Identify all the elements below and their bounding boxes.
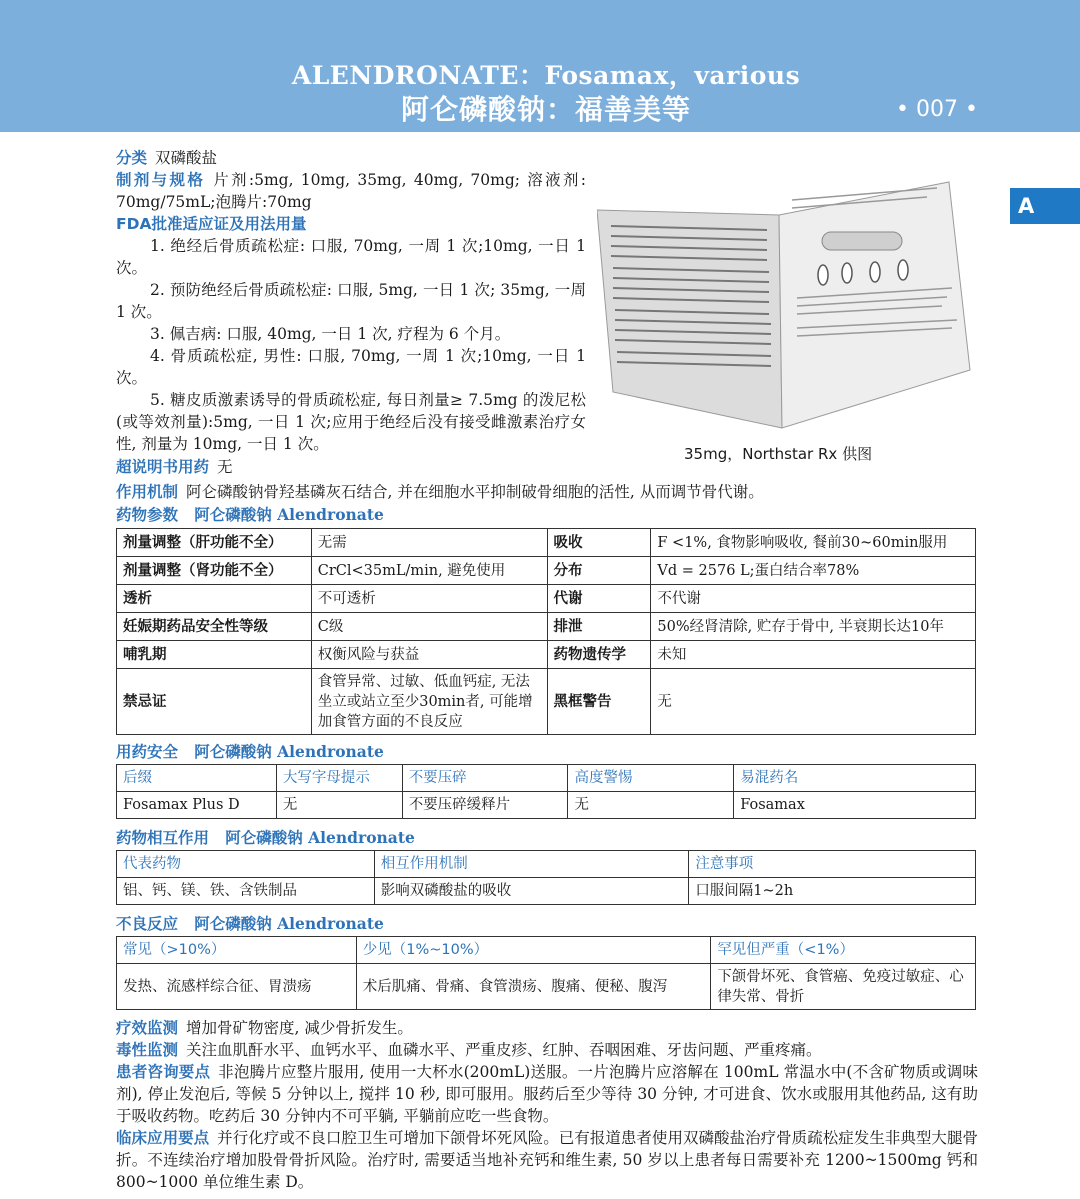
toxicity-label: 毒性监测 (116, 1041, 179, 1059)
table-row (117, 878, 976, 905)
table-cell: 无 (568, 792, 734, 819)
mechanism-line (116, 481, 764, 503)
fda-item: 1. 绝经后骨质疏松症: 口服, 70mg, 一周 1 次;10mg, 一日 1 次。 (116, 237, 586, 277)
page-header (0, 0, 1080, 132)
counseling-value: 非泡腾片应整片服用, 使用一大杯水(200mL)送服。一片泡腾片应溶解在 100mL 常温水中(不含矿物质或调味剂), 停止发泡后, 等候 5 分钟以上, 搅拌 10 秒, 即可服用。服药后至少等待 30 分钟, 才可进食、饮水或服用其他药品, 这有助于吸收药物。吃药后 30 分钟内不可平躺, 平躺前应吃一些食物。 (116, 1063, 978, 1125)
param-value: 未知 (651, 641, 976, 669)
safety-heading (116, 740, 384, 762)
page-number: • 007 • (896, 97, 978, 122)
param-key: 黑框警告 (547, 669, 651, 735)
adverse-table (116, 936, 976, 1010)
fda-label: FDA批准适应证及用法用量 (116, 215, 307, 233)
table-cell: 口服间隔1~2h (689, 878, 976, 905)
param-key: 剂量调整（肾功能不全） (117, 557, 312, 585)
param-key: 妊娠期药品安全性等级 (117, 613, 312, 641)
param-key: 代谢 (547, 585, 651, 613)
table-cell: 无 (276, 792, 402, 819)
formulation (116, 169, 586, 213)
adverse-drug-en: Alendronate (277, 914, 384, 933)
param-value: 无 (651, 669, 976, 735)
param-key: 排泄 (547, 613, 651, 641)
params-title: 药物参数 (116, 506, 179, 524)
column-header: 大写字母提示 (276, 765, 402, 792)
counseling-label: 患者咨询要点 (116, 1063, 211, 1081)
classification (116, 147, 586, 169)
column-header: 罕见但严重（<1%） (711, 937, 976, 964)
table-cell: 下颌骨坏死、食管癌、免疫过敏症、心律失常、骨折 (711, 964, 976, 1010)
safety-title: 用药安全 (116, 743, 179, 761)
fda-item: 5. 糖皮质激素诱导的骨质疏松症, 每日剂量≥ 7.5mg 的泼尼松(或等效剂量):5mg, 一日 1 次;应用于绝经后没有接受雌激素治疗女性, 剂量为 10mg, 一日 1 次。 (116, 391, 586, 453)
param-key: 剂量调整（肝功能不全） (117, 529, 312, 557)
table-row (117, 529, 976, 557)
param-key: 禁忌证 (117, 669, 312, 735)
product-card-image (597, 180, 977, 430)
clinical-value: 并行化疗或不良口腔卫生可增加下颌骨坏死风险。已有报道患者使用双磷酸盐治疗骨质疏松症发生非典型大腿骨折。不连续治疗增加股骨骨折风险。治疗时, 需要适当地补充钙和维生素, 50 岁以上患者每日需要补充 1200~1500mg 钙和 800~1000 单位维生素 D。 (116, 1129, 978, 1191)
adverse-drug-zh: 阿仑磷酸钠 (194, 915, 272, 933)
column-header: 相互作用机制 (374, 851, 689, 878)
params-table (116, 528, 976, 735)
table-row (117, 792, 976, 819)
mechanism-label: 作用机制 (116, 483, 179, 501)
param-value: C级 (311, 613, 547, 641)
table-cell: Fosamax Plus D (117, 792, 277, 819)
fda-item: 3. 佩吉病: 口服, 40mg, 一日 1 次, 疗程为 6 个月。 (150, 325, 511, 343)
table-header-row (117, 765, 976, 792)
table-cell: Fosamax (734, 792, 976, 819)
param-key: 药物遗传学 (547, 641, 651, 669)
param-value: F <1%, 食物影响吸收, 餐前30~60min服用 (651, 529, 976, 557)
table-cell: 影响双磷酸盐的吸收 (374, 878, 689, 905)
interactions-drug-zh: 阿仑磷酸钠 (225, 829, 303, 847)
fda-item: 4. 骨质疏松症, 男性: 口服, 70mg, 一周 1 次;10mg, 一日 1 次。 (116, 347, 586, 387)
column-header: 高度警惕 (568, 765, 734, 792)
table-row (117, 641, 976, 669)
interactions-drug-en: Alendronate (308, 828, 415, 847)
efficacy-label: 疗效监测 (116, 1019, 179, 1037)
monograph-intro (116, 147, 586, 455)
table-cell: 发热、流感样综合征、胃溃疡 (117, 964, 357, 1010)
param-value: 不可透析 (311, 585, 547, 613)
table-cell: 铝、钙、镁、铁、含铁制品 (117, 878, 375, 905)
safety-table (116, 764, 976, 819)
table-row (117, 669, 976, 735)
param-value: 食管异常、过敏、低血钙症, 无法坐立或站立至少30min者, 可能增加食管方面的不良反应 (311, 669, 547, 735)
param-value: 不代谢 (651, 585, 976, 613)
safety-drug-en: Alendronate (277, 742, 384, 761)
interactions-table (116, 850, 976, 905)
classification-label: 分类 (116, 149, 148, 167)
clinical-paragraph (116, 1127, 978, 1193)
table-row (117, 585, 976, 613)
param-value: 50%经肾清除, 贮存于骨中, 半衰期长达10年 (651, 613, 976, 641)
table-row (117, 557, 976, 585)
column-header: 易混药名 (734, 765, 976, 792)
param-key: 哺乳期 (117, 641, 312, 669)
interactions-heading (116, 826, 415, 848)
section-tab[interactable]: A (1010, 188, 1080, 224)
image-caption: 35mg，Northstar Rx 供图 (684, 445, 873, 463)
offlabel-label: 超说明书用药 (116, 458, 210, 476)
interactions-title: 药物相互作用 (116, 829, 210, 847)
toxicity-line (116, 1039, 822, 1061)
column-header: 不要压碎 (402, 765, 568, 792)
classification-value: 双磷酸盐 (155, 149, 218, 167)
table-row (117, 613, 976, 641)
table-header-row (117, 937, 976, 964)
table-row (117, 964, 976, 1010)
safety-drug-zh: 阿仑磷酸钠 (194, 743, 272, 761)
formulation-value: 片剂:5mg, 10mg, 35mg, 40mg, 70mg; 溶液剂: 70mg/75mL;泡腾片:70mg (116, 171, 586, 211)
adverse-heading (116, 912, 384, 934)
title-english: ALENDRONATE：Fosamax，various (291, 61, 801, 90)
param-value: CrCl<35mL/min, 避免使用 (311, 557, 547, 585)
column-header: 代表药物 (117, 851, 375, 878)
offlabel-line (116, 456, 233, 478)
param-value: Vd = 2576 L;蛋白结合率78% (651, 557, 976, 585)
table-header-row (117, 851, 976, 878)
toxicity-value: 关注血肌酐水平、血钙水平、血磷水平、严重皮疹、红肿、吞咽困难、牙齿问题、严重疼痛。 (186, 1041, 822, 1059)
fda-heading (116, 213, 586, 235)
efficacy-value: 增加骨矿物密度, 减少骨折发生。 (186, 1019, 413, 1037)
column-header: 常见（>10%） (117, 937, 357, 964)
params-drug-en: Alendronate (277, 505, 384, 524)
param-key: 吸收 (547, 529, 651, 557)
offlabel-value: 无 (217, 458, 233, 476)
column-header: 后缀 (117, 765, 277, 792)
param-value: 无需 (311, 529, 547, 557)
params-heading (116, 503, 384, 525)
clinical-label: 临床应用要点 (116, 1129, 210, 1147)
column-header: 少见（1%~10%） (356, 937, 711, 964)
table-cell: 术后肌痛、骨痛、食管溃疡、腹痛、便秘、腹泻 (356, 964, 711, 1010)
fda-item: 2. 预防绝经后骨质疏松症: 口服, 5mg, 一日 1 次; 35mg, 一周 1 次。 (116, 281, 586, 321)
adverse-title: 不良反应 (116, 915, 179, 933)
param-value: 权衡风险与获益 (311, 641, 547, 669)
table-cell: 不要压碎缓释片 (402, 792, 568, 819)
title-chinese: 阿仑磷酸钠：福善美等 (400, 93, 691, 126)
column-header: 注意事项 (689, 851, 976, 878)
counseling-paragraph (116, 1061, 978, 1127)
params-drug-zh: 阿仑磷酸钠 (194, 506, 272, 524)
mechanism-value: 阿仑磷酸钠骨羟基磷灰石结合, 并在细胞水平抑制破骨细胞的活性, 从而调节骨代谢。 (186, 483, 764, 501)
param-key: 分布 (547, 557, 651, 585)
param-key: 透析 (117, 585, 312, 613)
formulation-label: 制剂与规格 (116, 171, 206, 189)
efficacy-line (116, 1017, 413, 1039)
